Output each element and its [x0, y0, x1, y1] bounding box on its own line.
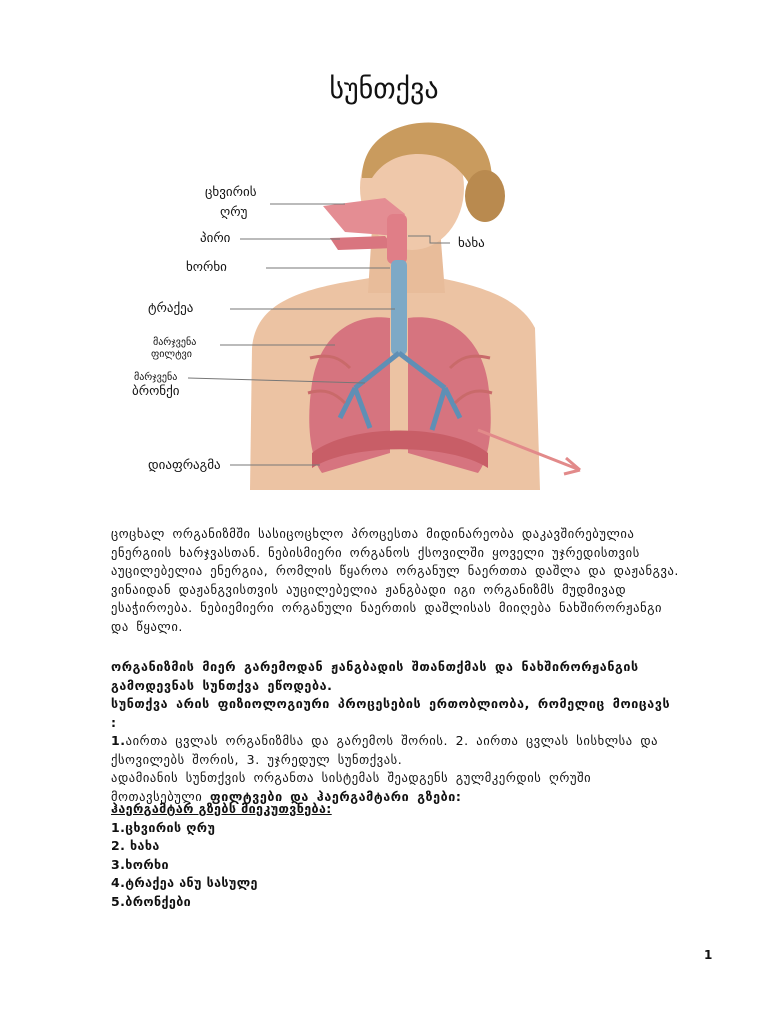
definition-line-4-bold-b: და ჰაერგამტარი გზები: — [290, 788, 462, 804]
list-item: 3.ხორხი — [111, 856, 169, 872]
list-item: 5.ბრონქები — [111, 893, 192, 909]
label-mouth: პირი — [200, 231, 231, 246]
airways-list-heading: ჰაერგამტარ გზებს მიეკუთვნება: — [111, 801, 332, 816]
label-right-bronchus-2: ბრონქი — [132, 384, 180, 399]
label-nasal-cavity-2: ღრუ — [220, 205, 248, 220]
mouth-shape — [330, 236, 395, 250]
label-diaphragm: დიაფრაგმა — [148, 458, 221, 473]
label-pharynx: ხახა — [458, 236, 485, 251]
airways-list — [111, 800, 332, 911]
definition-paragraph — [111, 658, 681, 806]
definition-line-3 — [111, 732, 681, 769]
label-trachea: ტრაქეა — [148, 301, 194, 316]
definition-line-3-text: აირთა ცვლას ორგანიზმსა და გარემოს შორის. 2. აირთა ცვლას სისხლსა და ქსოვილებს შორის, 3. უჯრედულ სუნთქვას. — [111, 733, 659, 767]
label-nasal-cavity-1: ცხვირის — [205, 185, 257, 200]
definition-line-4-text: ადამიანის სუნთქვის ორგანთა სისტემას შეადგენს გულმკერდის ღრუში მოთავსებული — [111, 770, 592, 804]
definition-line-4-bold-a: ფილტვები — [209, 788, 283, 804]
definition-line-2: სუნთქვა არის ფიზიოლოგიური პროცესების ერთობლიობა, რომელიც მოიცავს : — [111, 696, 671, 730]
definition-line-1: ორგანიზმის მიერ გარემოდან ჟანგბადის შთანთქმას და ნახშირორჟანგის გამოდევნას სუნთქვა ეწოდება. — [111, 659, 639, 693]
definition-line-3-num: 1. — [111, 733, 126, 748]
trachea-shape — [391, 260, 407, 355]
label-right-lung-1: მარჯვენა — [153, 337, 197, 348]
list-item: 1.ცხვირის ღრუ — [111, 819, 216, 835]
page-title: სუნთქვა — [329, 72, 439, 105]
hair-bun — [465, 170, 505, 222]
respiratory-system-illustration — [140, 118, 610, 490]
label-larynx: ხორხი — [186, 260, 227, 275]
list-item: 2. ხახა — [111, 838, 160, 853]
pharynx-shape — [387, 214, 407, 264]
label-right-lung-2: ფილტვი — [151, 349, 192, 360]
anatomy-drawing — [140, 118, 610, 490]
page-number: 1 — [704, 948, 713, 962]
label-right-bronchus-1: მარჯვენა — [134, 372, 178, 383]
intro-paragraph: ცოცხალ ორგანიზმში სასიცოცხლო პროცესთა მიდინარეობა დაკავშირებულია ენერგიის ხარჯვასთან. ნებისმიერი ორგანოს ქსოვილში ყოველი უჯრედისთვის აუცილებელია ენერგია, რომლის წყაროა ორგანულ ნაერთთა დაშლა და დაჟანგვა. ვინაიდან დაჟანგვისთვის აუცილებელია ჟანგბადი იგი ორგანიზმს მუდმივად ესაჭიროება. ნებიემიერი ორგანული ნაერთის დაშლისას მიიღება ნახშირორჟანგი და წყალი. — [111, 526, 679, 634]
list-item: 4.ტრაქეა ანუ სასულე — [111, 875, 258, 890]
